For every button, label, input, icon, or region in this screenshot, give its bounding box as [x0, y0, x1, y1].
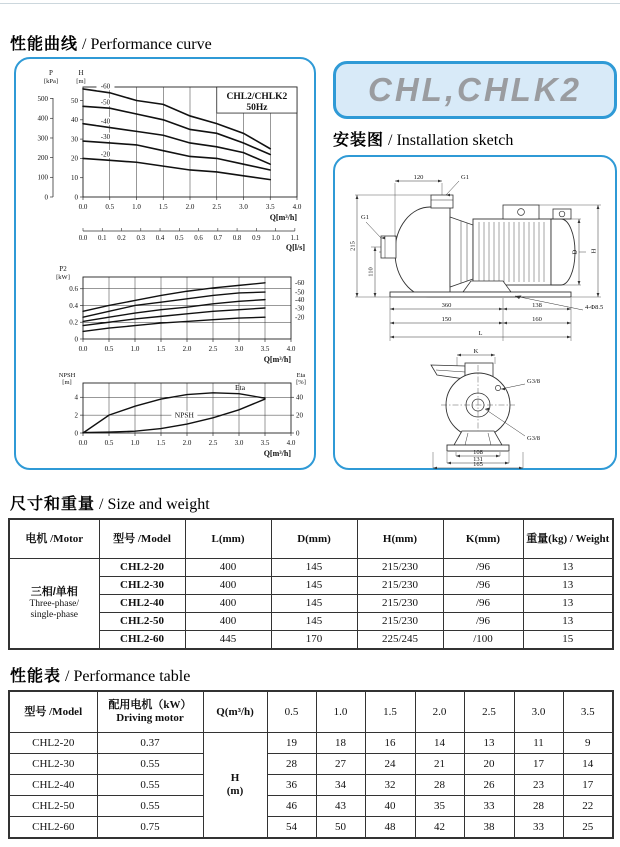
- svg-text:[%]: [%]: [296, 379, 306, 386]
- model-cell: CHL2-20: [9, 733, 97, 754]
- svg-text:1.0: 1.0: [271, 235, 280, 242]
- svg-text:-40: -40: [295, 295, 305, 304]
- svg-text:0: 0: [74, 335, 78, 344]
- svg-text:100: 100: [37, 173, 48, 182]
- model-cell: CHL2-30: [9, 754, 97, 775]
- head-value-cell: 50: [316, 817, 365, 839]
- table-row: [9, 754, 613, 775]
- svg-text:108: 108: [473, 449, 483, 456]
- svg-text:0.5: 0.5: [105, 203, 115, 211]
- model-cell: CHL2-60: [99, 631, 185, 650]
- value-cell: 13: [523, 613, 613, 631]
- heading-zh: 性能表: [10, 668, 62, 685]
- svg-text:G1: G1: [361, 214, 369, 221]
- value-cell: 215/230: [357, 559, 443, 577]
- column-header-q-value: 3.5: [563, 691, 613, 733]
- value-cell: 215/230: [357, 613, 443, 631]
- svg-text:Q[m³/h]: Q[m³/h]: [269, 213, 297, 222]
- svg-text:50: 50: [71, 96, 78, 105]
- svg-text:Q[l/s]: Q[l/s]: [285, 243, 305, 252]
- svg-text:[kW]: [kW]: [56, 274, 70, 281]
- svg-text:D: D: [571, 249, 579, 255]
- value-cell: 145: [271, 577, 357, 595]
- head-value-cell: 28: [415, 775, 464, 796]
- motor-power-cell: 0.37: [97, 733, 203, 754]
- svg-text:-20: -20: [100, 150, 111, 159]
- svg-text:0: 0: [296, 429, 300, 438]
- svg-text:0.6: 0.6: [194, 235, 203, 242]
- svg-text:H: H: [590, 248, 598, 254]
- svg-text:3.0: 3.0: [234, 439, 244, 447]
- svg-text:2.5: 2.5: [208, 345, 218, 353]
- svg-text:1.5: 1.5: [158, 203, 168, 211]
- svg-text:3.0: 3.0: [234, 345, 244, 353]
- value-cell: 145: [271, 595, 357, 613]
- svg-text:-60: -60: [100, 82, 111, 91]
- svg-text:1.1: 1.1: [290, 235, 300, 242]
- value-cell: 445: [185, 631, 271, 650]
- head-value-cell: 54: [267, 817, 316, 839]
- motor-power-cell: 0.55: [97, 775, 203, 796]
- model-cell: CHL2-30: [99, 577, 185, 595]
- section-heading-size-weight: 尺寸和重量 / Size and weight: [10, 496, 210, 513]
- value-cell: 15: [523, 631, 613, 650]
- head-value-cell: 22: [563, 796, 613, 817]
- motor-type-cell: 三相/单相 Three-phase/ single-phase: [9, 559, 99, 650]
- svg-text:K: K: [473, 348, 479, 355]
- svg-text:0.2: 0.2: [117, 235, 126, 242]
- head-value-cell: 40: [365, 796, 415, 817]
- head-value-cell: 13: [464, 733, 514, 754]
- head-value-cell: 21: [415, 754, 464, 775]
- svg-text:P: P: [49, 69, 53, 77]
- head-value-cell: 17: [514, 754, 563, 775]
- head-value-cell: 19: [267, 733, 316, 754]
- table-row: [9, 733, 613, 754]
- installation-sketch-panel: [333, 155, 617, 470]
- value-cell: /96: [443, 613, 523, 631]
- svg-text:40: 40: [296, 393, 303, 402]
- value-cell: 215/230: [357, 577, 443, 595]
- svg-text:NPSH: NPSH: [58, 372, 76, 379]
- column-header-flow: Q(m³/h): [203, 691, 267, 733]
- svg-text:G3/8: G3/8: [527, 435, 540, 442]
- value-cell: /96: [443, 577, 523, 595]
- svg-text:50Hz: 50Hz: [246, 103, 268, 113]
- svg-text:160: 160: [532, 316, 542, 323]
- svg-text:4: 4: [74, 393, 78, 402]
- table-row: [9, 559, 613, 577]
- head-value-cell: 24: [365, 754, 415, 775]
- value-cell: 400: [185, 577, 271, 595]
- motor-power-cell: 0.55: [97, 754, 203, 775]
- svg-text:2.5: 2.5: [212, 203, 222, 211]
- head-value-cell: 17: [563, 775, 613, 796]
- column-header: D(mm): [271, 519, 357, 559]
- svg-text:0.2: 0.2: [69, 318, 78, 327]
- svg-text:0: 0: [74, 429, 78, 438]
- svg-text:0: 0: [44, 193, 48, 202]
- npsh-eta-chart: [19, 371, 311, 467]
- svg-text:L: L: [478, 330, 483, 337]
- svg-text:0.5: 0.5: [175, 235, 184, 242]
- head-value-cell: 25: [563, 817, 613, 839]
- head-value-cell: 18: [316, 733, 365, 754]
- svg-text:CHL2/CHLK2: CHL2/CHLK2: [226, 92, 288, 102]
- svg-text:0.5: 0.5: [104, 345, 114, 353]
- svg-text:500: 500: [37, 94, 48, 103]
- value-cell: 13: [523, 577, 613, 595]
- svg-text:1.0: 1.0: [130, 345, 140, 353]
- model-cell: CHL2-50: [99, 613, 185, 631]
- heading-en: Performance curve: [90, 36, 212, 53]
- svg-text:360: 360: [441, 302, 452, 309]
- svg-text:4-Φ8.5: 4-Φ8.5: [585, 304, 604, 311]
- svg-text:[kPa]: [kPa]: [43, 78, 59, 85]
- svg-text:1.0: 1.0: [132, 203, 141, 211]
- head-value-cell: 35: [415, 796, 464, 817]
- head-value-cell: 32: [365, 775, 415, 796]
- installation-sketch-drawing: [335, 159, 619, 469]
- table-row: [9, 613, 613, 631]
- svg-text:0.4: 0.4: [69, 301, 78, 310]
- head-value-cell: 43: [316, 796, 365, 817]
- column-header: 重量(kg) / Weight: [523, 519, 613, 559]
- svg-text:1.5: 1.5: [156, 439, 166, 447]
- table-row: [9, 577, 613, 595]
- head-value-cell: 48: [365, 817, 415, 839]
- head-value-cell: 28: [267, 754, 316, 775]
- head-value-cell: 42: [415, 817, 464, 839]
- svg-text:Eta: Eta: [296, 372, 306, 379]
- motor-power-cell: 0.75: [97, 817, 203, 839]
- head-value-cell: 16: [365, 733, 415, 754]
- svg-text:-30: -30: [100, 133, 111, 142]
- column-header: 电机 /Motor: [9, 519, 99, 559]
- motor-power-cell: 0.55: [97, 796, 203, 817]
- svg-text:2.5: 2.5: [208, 439, 218, 447]
- svg-text:0.0: 0.0: [78, 439, 88, 447]
- svg-text:4.0: 4.0: [286, 345, 296, 353]
- svg-text:20: 20: [71, 154, 78, 163]
- section-heading-performance-table: 性能表 / Performance table: [10, 668, 191, 685]
- svg-text:0.4: 0.4: [155, 235, 165, 242]
- performance-table: [8, 690, 614, 839]
- value-cell: 145: [271, 559, 357, 577]
- svg-text:NPSH: NPSH: [174, 410, 194, 420]
- svg-text:-50: -50: [295, 288, 305, 297]
- page-top-rule: [0, 3, 620, 4]
- column-header-q-value: 2.5: [464, 691, 514, 733]
- svg-text:40: 40: [71, 116, 78, 125]
- head-value-cell: 26: [464, 775, 514, 796]
- value-cell: 170: [271, 631, 357, 650]
- svg-text:0.8: 0.8: [232, 235, 242, 242]
- svg-text:0.1: 0.1: [98, 235, 107, 242]
- table-row: [9, 796, 613, 817]
- svg-text:0.7: 0.7: [213, 235, 223, 242]
- svg-text:G3/8: G3/8: [527, 378, 540, 385]
- column-header-driving-motor: 配用电机（kW） Driving motor: [97, 691, 203, 733]
- svg-text:-30: -30: [295, 304, 305, 313]
- svg-text:3.5: 3.5: [260, 345, 270, 353]
- head-value-cell: 14: [415, 733, 464, 754]
- svg-text:131: 131: [473, 456, 483, 463]
- svg-text:3.5: 3.5: [265, 203, 275, 211]
- column-header: L(mm): [185, 519, 271, 559]
- column-header-q-value: 0.5: [267, 691, 316, 733]
- svg-text:215: 215: [349, 241, 357, 251]
- svg-text:-20: -20: [295, 313, 305, 322]
- power-flow-chart: [19, 265, 311, 369]
- column-header-q-value: 3.0: [514, 691, 563, 733]
- svg-text:2.0: 2.0: [182, 439, 192, 447]
- table-row: [9, 631, 613, 650]
- svg-text:[m]: [m]: [76, 78, 86, 85]
- product-title: CHL,CHLK2: [368, 71, 582, 108]
- value-cell: /96: [443, 559, 523, 577]
- head-flow-chart: [19, 67, 311, 265]
- table-row: [9, 595, 613, 613]
- svg-text:3.5: 3.5: [260, 439, 270, 447]
- head-value-cell: 28: [514, 796, 563, 817]
- svg-text:0.0: 0.0: [78, 203, 88, 211]
- svg-text:1.5: 1.5: [156, 345, 166, 353]
- svg-text:150: 150: [441, 316, 452, 323]
- svg-text:138: 138: [532, 302, 542, 309]
- column-header-q-value: 2.0: [415, 691, 464, 733]
- svg-text:400: 400: [37, 114, 48, 123]
- head-value-cell: 33: [464, 796, 514, 817]
- column-header-q-value: 1.0: [316, 691, 365, 733]
- value-cell: 400: [185, 559, 271, 577]
- head-unit-cell: H (m): [203, 733, 267, 839]
- heading-zh: 性能曲线: [10, 36, 79, 53]
- column-header: 型号 /Model: [99, 519, 185, 559]
- svg-text:-60: -60: [295, 279, 305, 288]
- svg-text:0: 0: [74, 193, 78, 202]
- value-cell: 400: [185, 613, 271, 631]
- svg-text:P2: P2: [59, 265, 67, 273]
- svg-text:120: 120: [413, 174, 424, 181]
- value-cell: 215/230: [357, 595, 443, 613]
- svg-text:4.0: 4.0: [292, 203, 302, 211]
- svg-text:4.0: 4.0: [286, 439, 296, 447]
- head-value-cell: 33: [514, 817, 563, 839]
- svg-text:Q[m³/h]: Q[m³/h]: [263, 449, 291, 458]
- model-cell: CHL2-50: [9, 796, 97, 817]
- head-value-cell: 38: [464, 817, 514, 839]
- table-row: [9, 775, 613, 796]
- svg-text:G1: G1: [461, 174, 469, 181]
- size-weight-table: [8, 518, 614, 650]
- svg-text:1.0: 1.0: [130, 439, 140, 447]
- value-cell: /100: [443, 631, 523, 650]
- svg-text:0.6: 0.6: [69, 285, 78, 294]
- head-value-cell: 36: [267, 775, 316, 796]
- head-value-cell: 46: [267, 796, 316, 817]
- value-cell: 400: [185, 595, 271, 613]
- head-value-cell: 14: [563, 754, 613, 775]
- svg-text:0.5: 0.5: [104, 439, 114, 447]
- svg-text:Q[m³/h]: Q[m³/h]: [263, 355, 291, 364]
- svg-text:2.0: 2.0: [182, 345, 192, 353]
- table-row: [9, 817, 613, 839]
- head-value-cell: 27: [316, 754, 365, 775]
- head-value-cell: 9: [563, 733, 613, 754]
- svg-text:200: 200: [37, 153, 48, 162]
- model-cell: CHL2-60: [9, 817, 97, 839]
- svg-text:30: 30: [71, 135, 78, 144]
- value-cell: 13: [523, 559, 613, 577]
- heading-en: Performance table: [73, 668, 191, 685]
- svg-text:H: H: [78, 69, 84, 77]
- svg-text:0.0: 0.0: [78, 235, 88, 242]
- value-cell: 225/245: [357, 631, 443, 650]
- head-value-cell: 11: [514, 733, 563, 754]
- heading-en: Size and weight: [107, 496, 210, 513]
- svg-text:2.0: 2.0: [185, 203, 195, 211]
- svg-text:0.0: 0.0: [78, 345, 88, 353]
- svg-text:165: 165: [473, 461, 483, 468]
- table-header-row: [9, 519, 613, 559]
- product-title-box: [333, 61, 617, 119]
- section-heading-installation: 安装图 / Installation sketch: [333, 132, 514, 149]
- value-cell: /96: [443, 595, 523, 613]
- value-cell: 13: [523, 595, 613, 613]
- section-heading-performance-curve: 性能曲线 / Performance curve: [10, 36, 212, 53]
- svg-text:0.9: 0.9: [252, 235, 261, 242]
- heading-zh: 安装图: [333, 132, 385, 149]
- model-cell: CHL2-40: [9, 775, 97, 796]
- svg-text:110: 110: [367, 267, 375, 277]
- svg-text:-40: -40: [100, 117, 111, 126]
- table-header-row: [9, 691, 613, 733]
- column-header-q-value: 1.5: [365, 691, 415, 733]
- performance-curves-panel: [14, 57, 316, 470]
- svg-text:10: 10: [71, 174, 78, 183]
- heading-zh: 尺寸和重量: [10, 496, 96, 513]
- svg-text:[m]: [m]: [62, 379, 72, 386]
- svg-text:Eta: Eta: [235, 383, 246, 393]
- model-cell: CHL2-40: [99, 595, 185, 613]
- column-header: 型号 /Model: [9, 691, 97, 733]
- head-value-cell: 20: [464, 754, 514, 775]
- model-cell: CHL2-20: [99, 559, 185, 577]
- svg-text:3.0: 3.0: [239, 203, 248, 211]
- column-header: H(mm): [357, 519, 443, 559]
- svg-text:2: 2: [74, 411, 78, 420]
- heading-en: Installation sketch: [396, 132, 514, 149]
- svg-text:0.3: 0.3: [136, 235, 146, 242]
- value-cell: 145: [271, 613, 357, 631]
- svg-text:300: 300: [37, 134, 48, 143]
- head-value-cell: 23: [514, 775, 563, 796]
- svg-text:-50: -50: [100, 98, 111, 107]
- svg-text:20: 20: [296, 411, 303, 420]
- column-header: K(mm): [443, 519, 523, 559]
- head-value-cell: 34: [316, 775, 365, 796]
